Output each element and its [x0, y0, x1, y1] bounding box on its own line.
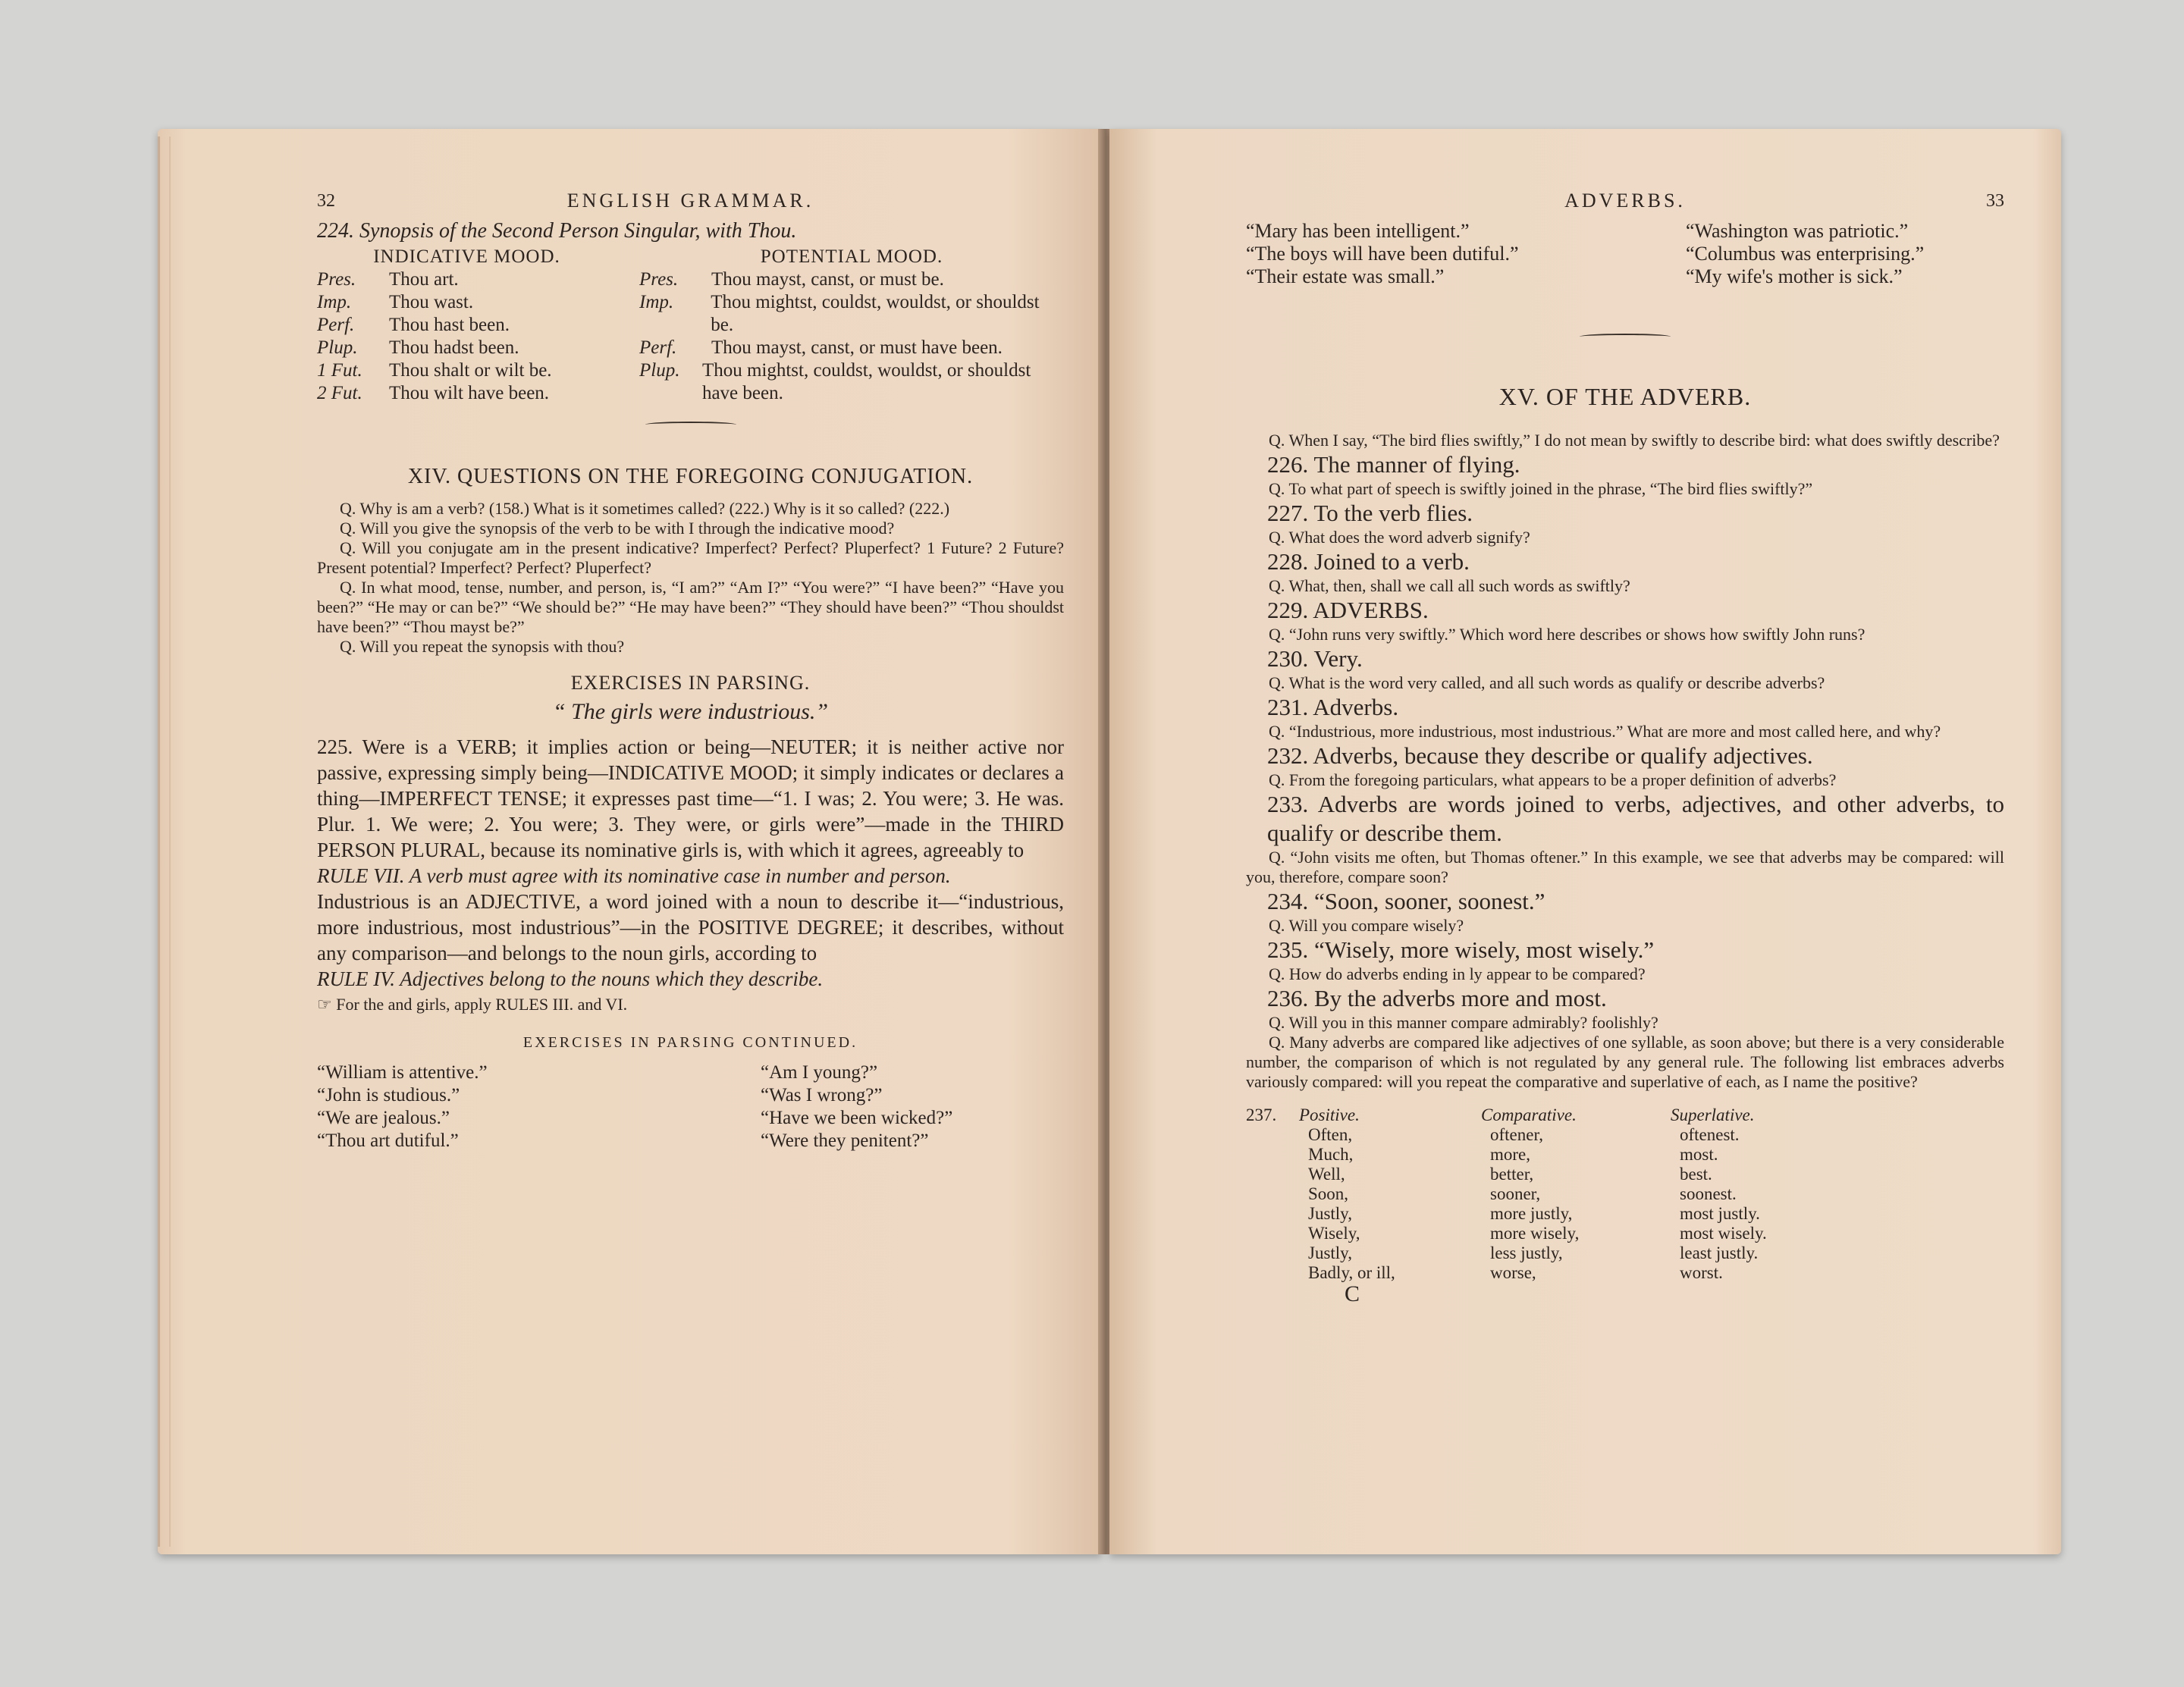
exercise-sentence: “Washington was patriotic.” [1686, 220, 1909, 242]
section-heading-xv: XV. OF THE ADVERB. [1498, 383, 1752, 410]
open-book [158, 129, 2061, 1554]
table-cell: more justly, [1490, 1204, 1573, 1223]
question: Q. Will you give the synopsis of the verb to be with I through the indicative mood? [340, 519, 895, 538]
adverb-questions [1246, 431, 2004, 1092]
table-cell: most justly. [1680, 1204, 1760, 1223]
table-cell: more, [1490, 1145, 1531, 1164]
table-header: Superlative. [1671, 1105, 1755, 1124]
paragraph-industrious: Industrious is an ADJECTIVE, a word joined with a noun to describe it—“industrious, more industrious, most industrious”—in the POSITIVE DEGREE; it describes, without any comparison—and belongs to the noun girls, according to [317, 890, 1064, 964]
synopsis-row [317, 359, 617, 382]
table-header: Positive. [1299, 1105, 1360, 1124]
tense-form: Thou art. [389, 269, 459, 290]
table-cell: most. [1680, 1145, 1718, 1164]
tense-form: Thou hast been. [389, 315, 510, 335]
left-page [158, 129, 1102, 1554]
table-cell: worse, [1490, 1263, 1536, 1282]
section-heading-xiv: XIV. QUESTIONS ON THE FOREGOING CONJUGATION. [407, 465, 974, 488]
question: Q. When I say, “The bird flies swiftly,” I do not mean by swiftly to describe bird: what does swiftly describe? [1269, 431, 2000, 450]
question: Q. Will you in this manner compare admirably? foolishly? [1269, 1013, 1658, 1032]
tense-label: Plup. [639, 360, 680, 381]
left-running-head [317, 190, 1064, 220]
table-cell: Soon, [1308, 1184, 1349, 1203]
tense-label: 1 Fut. [317, 360, 362, 381]
answer: 227. To the verb flies. [1267, 500, 1473, 526]
rule-iv: RULE IV. Adjectives belong to the nouns which they describe. [317, 967, 824, 990]
answer: 235. “Wisely, more wisely, most wisely.” [1267, 936, 1655, 963]
potential-title: POTENTIAL MOOD. [760, 246, 943, 267]
answer: 226. The manner of flying. [1267, 451, 1520, 478]
exercises-heading: EXERCISES IN PARSING. [570, 672, 811, 694]
exercise-sentence: “The boys will have been dutiful.” [1246, 243, 1519, 265]
exercise-sentence: “John is studious.” [317, 1085, 460, 1105]
tense-label: Plup. [317, 337, 358, 358]
question: Q. “John runs very swiftly.” Which word here describes or shows how swiftly John runs? [1269, 625, 1866, 644]
tense-label: Perf. [639, 337, 677, 358]
questions-list [317, 499, 1064, 657]
synopsis-row [639, 337, 1064, 359]
running-title: ENGLISH GRAMMAR. [566, 190, 814, 212]
note: ☞ For the and girls, apply RULES III. and VI. [317, 995, 628, 1014]
tense-form: Thou mayst, canst, or must be. [711, 269, 944, 290]
table-cell: worst. [1680, 1263, 1723, 1282]
tense-label: Imp. [317, 292, 352, 312]
table-cell: Justly, [1308, 1243, 1352, 1262]
table-cell: Much, [1308, 1145, 1354, 1164]
table-cell: best. [1680, 1165, 1712, 1184]
answer: 230. Very. [1267, 645, 1363, 672]
comparison-table [1246, 1105, 2004, 1283]
question: Q. How do adverbs ending in ly appear to be compared? [1269, 964, 1646, 983]
answer: 228. Joined to a verb. [1267, 548, 1470, 575]
exercise-sentence: “Were they penitent?” [761, 1130, 929, 1151]
continued-heading: EXERCISES IN PARSING CONTINUED. [522, 1034, 858, 1051]
question: Q. Why is am a verb? (158.) What is it sometimes called? (222.) Why is it so called? (222.) [340, 499, 950, 518]
tense-label: Imp. [639, 292, 674, 312]
table-cell: Often, [1308, 1125, 1353, 1144]
rule-vii: RULE VII. A verb must agree with its nominative case in number and person. [317, 864, 951, 887]
table-cell: sooner, [1490, 1184, 1541, 1203]
tense-label: 2 Fut. [317, 383, 362, 403]
table-cell: oftenest. [1680, 1125, 1740, 1144]
table-cell: soonest. [1680, 1184, 1737, 1203]
example-sentence: “ The girls were industrious.” [552, 699, 829, 724]
table-cell: Wisely, [1308, 1224, 1360, 1243]
question: Q. Will you repeat the synopsis with thou? [340, 637, 625, 656]
tense-label: Pres. [317, 269, 356, 290]
exercise-sentence: “William is attentive.” [317, 1062, 488, 1083]
question: Q. In what mood, tense, number, and person, is, “I am?” “Am I?” “You were?” “I have been?” “Have you been?” “He may or can be?” “We should be?” “He may have been?” “They should have been?” “Thou shouldst have been?” “Thou mayst be?” [317, 578, 1064, 636]
exercise-sentence: “Their estate was small.” [1246, 265, 1445, 287]
question: Q. Will you compare wisely? [1269, 916, 1464, 935]
tense-form: Thou hadst been. [389, 337, 519, 358]
synopsis-row [317, 382, 617, 405]
right-page [1109, 129, 2061, 1554]
exercise-sentence: “Have we been wicked?” [761, 1108, 953, 1128]
top-exercises [1246, 220, 2004, 288]
signature-mark: C [1345, 1281, 1360, 1306]
exercise-sentence: “Columbus was enterprising.” [1686, 243, 1925, 265]
synopsis-row [639, 268, 1064, 291]
question: Q. What does the word adverb signify? [1269, 528, 1530, 547]
table-cell: Badly, or ill, [1308, 1263, 1395, 1282]
synopsis-row [317, 291, 617, 314]
synopsis-heading: 224. Synopsis of the Second Person Singular, with Thou. [317, 219, 797, 243]
question: Q. “Industrious, more industrious, most industrious.” What are more and most called here, and why? [1269, 722, 1941, 741]
exercise-sentence: “Am I young?” [761, 1062, 878, 1083]
tense-label: Pres. [639, 269, 679, 290]
answer: 229. ADVERBS. [1267, 597, 1429, 623]
tense-form: Thou wast. [389, 292, 474, 312]
exercise-sentence: “Thou art dutiful.” [317, 1130, 459, 1151]
question: Q. What, then, shall we call all such words as swiftly? [1269, 576, 1630, 595]
exercises-right [761, 1061, 1018, 1152]
table-header: Comparative. [1481, 1105, 1577, 1124]
running-title: ADVERBS. [1564, 190, 1686, 212]
page-number: 32 [317, 191, 335, 211]
tense-form: Thou wilt have been. [389, 383, 550, 403]
tense-form: Thou mayst, canst, or must have been. [711, 337, 1003, 358]
question: Q. What is the word very called, and all such words as qualify or describe adverbs? [1269, 673, 1825, 692]
table-cell: Justly, [1308, 1204, 1352, 1223]
table-cell: oftener, [1490, 1125, 1543, 1144]
table-cell: better, [1490, 1165, 1534, 1184]
table-cell: Well, [1308, 1165, 1345, 1184]
answer: 233. Adverbs are words joined to verbs, adjectives, and other adverbs, to qualify or describe them. [1267, 791, 2004, 846]
question: Q. Many adverbs are compared like adjectives of one syllable, as soon above; but there is a very considerable number, the comparison of which is not regulated by any general rule. The following list embraces adverbs variously compared: will you repeat the comparative and superlative of each, as I name the positive? [1246, 1033, 2004, 1091]
exercise-sentence: “We are jealous.” [317, 1108, 450, 1128]
indicative-title: INDICATIVE MOOD. [373, 246, 560, 267]
synopsis-row [639, 291, 1064, 337]
question: Q. From the foregoing particulars, what appears to be a proper definition of adverbs? [1269, 770, 1837, 789]
paragraph-225: 225. Were is a VERB; it implies action or being—NEUTER; it is neither active nor passive, expressing simply being—INDICATIVE MOOD; it simply indicates or declares a thing—IMPERFECT TENSE; it expresses past time—“1. I was; 2. You were; 3. He was. Plur. 1. We were; 2. You were; 3. They were, or girls were”—made in the THIRD PERSON PLURAL, because its nominative girls is, with which it agrees, agreeably to [317, 735, 1064, 861]
ornament-rule [1580, 334, 1671, 340]
exercise-sentence: “Mary has been intelligent.” [1246, 220, 1470, 242]
table-cell: least justly. [1680, 1243, 1759, 1262]
table-cell: most wisely. [1680, 1224, 1767, 1243]
tense-form: Thou mightst, couldst, wouldst, or shouldst have been. [701, 360, 1031, 403]
tense-form: Thou shalt or wilt be. [389, 360, 552, 381]
synopsis-row [317, 268, 617, 291]
table-cell: more wisely, [1490, 1224, 1580, 1243]
synopsis-row [639, 359, 1064, 405]
synopsis-table [317, 246, 1064, 405]
ornament-rule [645, 422, 736, 428]
answer: 234. “Soon, sooner, soonest.” [1267, 888, 1545, 914]
question: Q. “John visits me often, but Thomas oftener.” In this example, we see that adverbs may be compared: will you, therefore, compare soon? [1246, 848, 2004, 886]
synopsis-row [317, 314, 617, 337]
answer: 231. Adverbs. [1267, 694, 1399, 720]
tense-form: Thou mightst, couldst, wouldst, or shouldst be. [711, 292, 1040, 335]
page-edges [158, 136, 171, 1547]
exercise-sentence: “My wife's mother is sick.” [1686, 265, 1903, 287]
right-running-head [1246, 190, 2004, 220]
table-number: 237. [1246, 1105, 1277, 1124]
synopsis-row [317, 337, 617, 359]
question: Q. To what part of speech is swiftly joined in the phrase, “The bird flies swiftly?” [1269, 479, 1813, 498]
answer: 236. By the adverbs more and most. [1267, 985, 1607, 1011]
tense-label: Perf. [317, 315, 355, 335]
answer: 232. Adverbs, because they describe or qualify adjectives. [1267, 742, 1813, 769]
exercises-left [317, 1061, 488, 1152]
table-cell: less justly, [1490, 1243, 1563, 1262]
question: Q. Will you conjugate am in the present indicative? Imperfect? Perfect? Pluperfect? 1 Future? 2 Future? Present potential? Imperfect? Perfect? Pluperfect? [317, 538, 1064, 577]
exercise-sentence: “Was I wrong?” [761, 1085, 883, 1105]
page-number: 33 [1986, 191, 2004, 211]
